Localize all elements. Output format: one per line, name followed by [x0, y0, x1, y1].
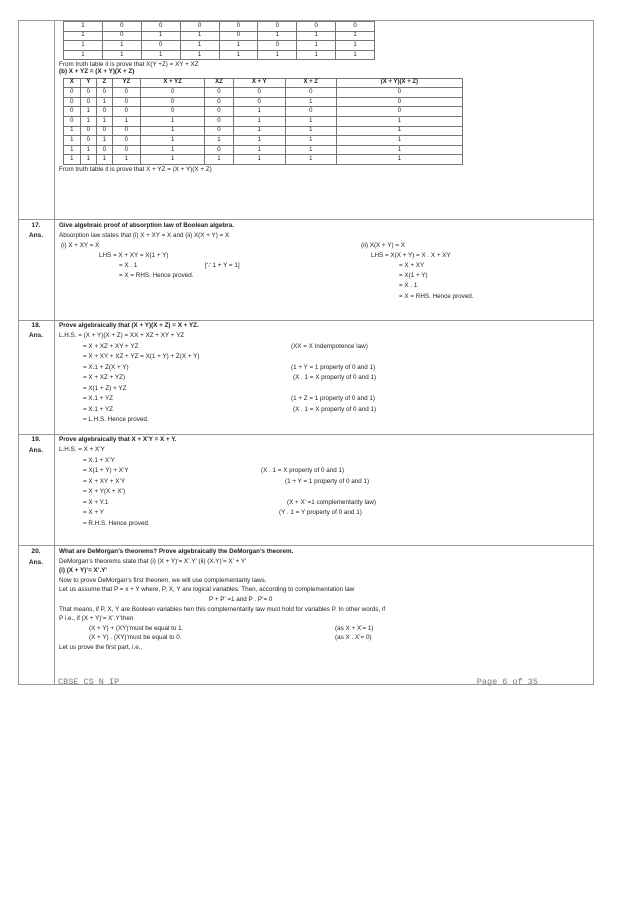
q18-line: = X + XZ + XY + YZ: [83, 343, 139, 350]
q20-line-8-note: (as X + X’= 1): [335, 624, 374, 632]
table-cell: 0: [112, 145, 141, 155]
q17-right-line4: = X . 1: [399, 282, 418, 289]
question-17: [59, 222, 589, 318]
table-cell: 1: [64, 155, 81, 165]
question-20-number: 20.: [31, 548, 41, 555]
table-cell: 1: [285, 126, 336, 136]
table-cell: 0: [64, 116, 81, 126]
table-cell: 1: [64, 136, 81, 146]
table-row: [64, 22, 375, 32]
table-cell: 1: [97, 97, 112, 107]
q18-line: = X + XY + XZ + YZ = X(1 + Y) + Z(X + Y): [83, 353, 200, 360]
table-cell: 0: [336, 97, 462, 107]
table-cell: 1: [258, 50, 297, 60]
table-cell: 0: [285, 107, 336, 117]
table-cell: 0: [219, 31, 258, 41]
table-cell: 0: [233, 88, 285, 98]
table-cell: 0: [258, 41, 297, 51]
column-header: X: [64, 78, 81, 88]
table-cell: 1: [80, 116, 97, 126]
table-cell: 1: [97, 136, 112, 146]
separator-19: [19, 434, 593, 435]
table-cell: 1: [141, 126, 205, 136]
q20-line-5: P + P’ =1 and P . P’= 0: [209, 595, 273, 603]
q20-line-6: That means, if P, X, Y are Boolean variables hen this complementarity law must hold for variables P. In other words, if: [59, 605, 386, 613]
column-header: X + Y: [233, 78, 285, 88]
table-cell: 0: [141, 88, 205, 98]
column-header: X + Z: [285, 78, 336, 88]
question-20-text: What are DeMorgan’s theorems? Prove algebraically the DeMorgan’s theorem.: [59, 548, 294, 555]
table-cell: 0: [97, 107, 112, 117]
table-cell: 1: [141, 145, 205, 155]
table-cell: 1: [297, 41, 336, 51]
table-cell: 1: [233, 126, 285, 136]
table-cell: 1: [112, 155, 141, 165]
part-b-conclusion: From truth table it is prove that X + YZ = (X + Y)(X + Z): [59, 165, 212, 173]
q18-note: (1 + Z = 1 property of 0 and 1): [291, 395, 376, 402]
table-cell: 1: [102, 50, 141, 60]
table-cell: 1: [297, 31, 336, 41]
table-cell: 0: [336, 22, 375, 32]
q19-line: L.H.S. = X + X’Y: [59, 446, 105, 453]
table-cell: 1: [336, 126, 462, 136]
table-row: [64, 97, 463, 107]
q20-line-4: Let us assume that P = x + Y where, P, X, Y are logical variables. Then, according to complementation law: [59, 586, 355, 594]
q17-right-title: (ii) X(X + Y) = X: [361, 242, 405, 249]
table-row: [64, 107, 463, 117]
q19-line: = X + Y.1: [83, 499, 109, 506]
table-cell: 1: [285, 97, 336, 107]
table-cell: 0: [336, 107, 462, 117]
column-header: (X + Y)(X + Z): [336, 78, 462, 88]
table-cell: 1: [80, 155, 97, 165]
table-cell: 1: [80, 145, 97, 155]
table-cell: 0: [112, 97, 141, 107]
q19-note: (X . 1 = X property of 0 and 1): [261, 467, 345, 474]
q20-line-9-note: (as X . X’= 0): [335, 634, 372, 642]
table-cell: 0: [141, 97, 205, 107]
truth-table-a: [63, 21, 375, 60]
table-cell: 1: [64, 31, 103, 41]
separator-20: [19, 545, 593, 546]
table-cell: 1: [141, 31, 180, 41]
table-row: [64, 50, 375, 60]
q17-intro: Absorption law states that (i) X + XY = X and (ii) X(X + Y) = X: [59, 231, 230, 239]
column-header: Y: [80, 78, 97, 88]
table-cell: 1: [336, 136, 462, 146]
table-cell: 0: [180, 22, 219, 32]
table-cell: 1: [297, 50, 336, 60]
table-row: [64, 136, 463, 146]
truth-table-b: [63, 78, 463, 165]
table-cell: 1: [336, 50, 375, 60]
table-cell: 0: [80, 97, 97, 107]
q17-right-line5: = X = RHS. Hence proved.: [399, 293, 474, 300]
q18-line: L.H.S. = (X + Y)(X + Z) = XX + XZ + XY + YZ: [59, 332, 185, 339]
table-cell: 0: [336, 88, 462, 98]
document-page: [18, 20, 594, 685]
q20-line-8-row: [59, 625, 589, 635]
q18-note: (X . 1 = X property of 0 and 1): [293, 406, 377, 413]
q20-line-10: Let us prove the first part, i.e.,: [59, 643, 143, 651]
table-row: [64, 88, 463, 98]
table-cell: 0: [97, 88, 112, 98]
q17-right-line2: = X + XY: [399, 262, 425, 269]
q18-note: (1 + Y = 1 property of 0 and 1): [291, 364, 376, 371]
part-b-heading: (b) X + YZ = (X + Y)(X + Z): [59, 68, 135, 75]
q18-note: (XX = X Indempotence law): [291, 343, 368, 350]
table-cell: 1: [64, 126, 81, 136]
table-cell: 0: [64, 88, 81, 98]
table-cell: 0: [141, 107, 205, 117]
footer-title: CBSE CS N IP: [58, 677, 120, 687]
table-cell: 1: [233, 116, 285, 126]
table-cell: 1: [97, 116, 112, 126]
table-cell: 1: [141, 116, 205, 126]
table-cell: 1: [219, 41, 258, 51]
table-row: [64, 31, 375, 41]
table-cell: 0: [205, 145, 234, 155]
page-number: Page 6 of 35: [476, 677, 538, 687]
column-header: YZ: [112, 78, 141, 88]
table-cell: 0: [258, 22, 297, 32]
table-cell: 0: [80, 126, 97, 136]
table-cell: 1: [233, 136, 285, 146]
q19-line: = X + XY + X’Y: [83, 478, 126, 485]
table-cell: 1: [285, 155, 336, 165]
table-cell: 0: [80, 88, 97, 98]
table-cell: 1: [64, 41, 103, 51]
q19-note: (X + X’ =1 complementarity law): [287, 499, 377, 506]
column-header: XZ: [205, 78, 234, 88]
answer-18-label: Ans.: [28, 332, 44, 339]
question-18-number: 18.: [31, 322, 41, 329]
table-cell: 1: [336, 41, 375, 51]
table-cell: 0: [112, 136, 141, 146]
table-cell: 0: [233, 97, 285, 107]
table-cell: 0: [205, 88, 234, 98]
q17-right-line3: = X(1 + Y): [399, 272, 428, 279]
table-cell: 0: [64, 97, 81, 107]
q19-note: (Y . 1 = Y property of 0 and 1): [279, 509, 362, 516]
table-cell: 0: [102, 22, 141, 32]
q17-right-line1: LHS = X(X + Y) = X . X + XY: [371, 252, 451, 259]
top-table-section: [59, 21, 589, 71]
table-cell: 1: [102, 41, 141, 51]
question-17-text: Give algebraic proof of absorption law of Boolean algebra.: [59, 222, 234, 229]
question-18: [59, 322, 589, 432]
q20-line-1: DeMorgan’s theorems state that (i) (X + Y)’= X’.Y’ (ii) (X.Y)’= X’ + Y’: [59, 557, 247, 565]
q20-line-8: (X + Y) + (XY)’must be equal to 1.: [89, 624, 184, 632]
table-cell: 1: [64, 50, 103, 60]
table-cell: 1: [205, 136, 234, 146]
answer-20-label: Ans.: [28, 559, 44, 566]
table-cell: 0: [102, 31, 141, 41]
table-cell: 1: [64, 145, 81, 155]
table-row: [64, 41, 375, 51]
table-cell: 1: [80, 107, 97, 117]
table-cell: 0: [80, 136, 97, 146]
question-19: [59, 436, 589, 544]
table-cell: 0: [285, 88, 336, 98]
top-table-conclusion: From truth table it is prove that X(Y +Z) = XY + XZ: [59, 61, 199, 69]
table-cell: 0: [219, 22, 258, 32]
q17-left-title: (i) X + XY = X: [61, 242, 100, 249]
table-cell: 0: [97, 145, 112, 155]
q19-line: = X + Y(X + X’): [83, 488, 126, 495]
table-cell: 0: [64, 107, 81, 117]
table-cell: 1: [97, 155, 112, 165]
table-cell: 0: [205, 97, 234, 107]
question-17-number: 17.: [31, 222, 41, 229]
table-cell: 0: [112, 126, 141, 136]
table-cell: 1: [205, 155, 234, 165]
table-cell: 1: [233, 155, 285, 165]
q17-left-note: [∵ 1 + Y = 1]: [205, 262, 240, 269]
question-19-text: Prove algebraically that X + X’Y = X + Y.: [59, 436, 177, 443]
table-cell: 0: [141, 41, 180, 51]
table-cell: 1: [180, 50, 219, 60]
q20-line-2: (i) (X + Y)’= X’.Y’: [59, 567, 108, 575]
q19-line: = X + Y: [83, 509, 104, 516]
page-footer: [58, 677, 538, 689]
table-cell: 1: [336, 31, 375, 41]
table-cell: 0: [112, 88, 141, 98]
question-number-column: [19, 21, 55, 684]
separator-18: [19, 320, 593, 321]
table-cell: 0: [205, 107, 234, 117]
q18-line: = L.H.S. Hence proved.: [83, 416, 149, 423]
q20-line-3: Now to prove DeMorgan’s first theorem, we will use complementarity laws.: [59, 576, 267, 584]
q18-line: = X.1 + YZ: [83, 406, 113, 413]
table-cell: 1: [336, 155, 462, 165]
table-row: [64, 155, 463, 165]
q19-line: = R.H.S. Hence proved.: [83, 520, 150, 527]
part-b-section: [59, 68, 589, 176]
q20-line-9: (X + Y) . (XY)’must be equal to 0.: [89, 634, 182, 642]
table-cell: 0: [205, 116, 234, 126]
table-cell: 1: [219, 50, 258, 60]
table-row: [64, 116, 463, 126]
q19-line: = X.1 + X’Y: [83, 457, 115, 464]
q18-line: = X(1 + Z) + YZ: [83, 385, 127, 392]
table-cell: 1: [141, 136, 205, 146]
q18-line: = X + XZ + YZ): [83, 374, 126, 381]
table-cell: 1: [64, 22, 103, 32]
question-20: [59, 548, 589, 684]
table-cell: 1: [258, 31, 297, 41]
question-19-number: 19.: [31, 436, 41, 443]
q17-left-line3: = X = RHS. Hence proved.: [119, 272, 194, 279]
question-18-text: Prove algebraically that (X + Y)(X + Z) = X + YZ.: [59, 322, 199, 329]
q17-left-line2: = X . 1: [119, 262, 138, 269]
table-cell: 1: [233, 145, 285, 155]
table-cell: 1: [285, 116, 336, 126]
table-cell: 1: [336, 116, 462, 126]
q20-line-7: P i.e., if (X + Y)’= X’.Y’then: [59, 615, 134, 623]
table-cell: 1: [141, 155, 205, 165]
table-cell: 0: [297, 22, 336, 32]
table-cell: 1: [285, 145, 336, 155]
answer-19-label: Ans.: [28, 447, 44, 454]
q17-left-line1: LHS = X + XY = X(1 + Y): [99, 252, 169, 259]
table-cell: 1: [180, 41, 219, 51]
table-cell: 0: [141, 22, 180, 32]
table-cell: 1: [233, 107, 285, 117]
q18-line: = X.1 + Z(X + Y): [83, 364, 129, 371]
table-cell: 1: [285, 136, 336, 146]
table-cell: 1: [336, 145, 462, 155]
table-cell: 1: [141, 50, 180, 60]
table-cell: 1: [112, 116, 141, 126]
table-row: [64, 145, 463, 155]
q18-line: = X.1 + YZ: [83, 395, 113, 402]
table-row: [64, 126, 463, 136]
table-cell: 1: [180, 31, 219, 41]
table-cell: 0: [97, 126, 112, 136]
separator-17: [19, 219, 593, 220]
q18-note: (X . 1 = X property of 0 and 1): [293, 374, 377, 381]
table-cell: 0: [112, 107, 141, 117]
q19-line: = X(1 + Y) + X’Y: [83, 467, 129, 474]
table-cell: 0: [205, 126, 234, 136]
q20-line-9-row: [59, 634, 589, 644]
answer-17-label: Ans.: [28, 232, 44, 239]
column-header: Z: [97, 78, 112, 88]
q19-note: (1 + Y = 1 property of 0 and 1): [285, 478, 370, 485]
column-header: X + YZ: [141, 78, 205, 88]
table-header-row: [64, 78, 463, 88]
